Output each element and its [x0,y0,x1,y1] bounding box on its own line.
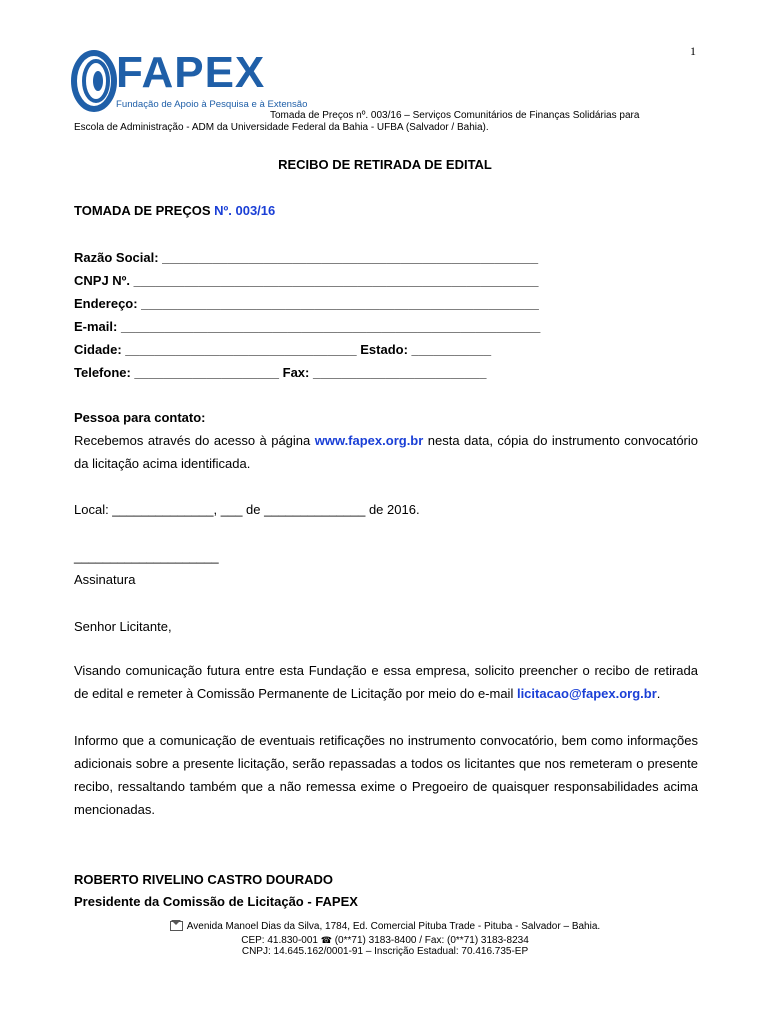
header-line-2: Escola de Administração - ADM da Universidade Federal da Bahia - UFBA (Salvador / Bahia). [74,122,489,133]
logo-wordmark: FAPEX [116,48,266,97]
signature-line: ____________________ [74,549,219,564]
footer-address [0,921,770,933]
phone-icon: ☎ [320,935,332,945]
footer-cep-before: CEP: 41.830-001 [241,935,321,946]
fapex-logo [70,47,308,115]
cidade-estado-field[interactable]: Cidade: ________________________________ Estado: ___________ [74,342,492,357]
greeting: Senhor Licitante, [74,619,172,634]
contact-text-after: nesta data, cópia do instrumento convocatório da licitação acima identificada. [74,433,698,471]
logo-tagline: Fundação de Apoio à Pesquisa e à Extensão [116,99,308,110]
footer-address-text: Avenida Manoel Dias da Silva, 1784, Ed. Comercial Pituba Trade - Pituba - Salvador – Bahia. [186,921,601,932]
razao-social-field[interactable]: Razão Social: ____________________________________________________ [74,250,539,265]
footer-cep-after: (0**71) 3183-8400 / Fax: (0**71) 3183-8234 [331,935,529,946]
contact-text-before: Recebemos através do acesso à página [74,433,315,448]
email-field[interactable]: E-mail: __________________________________________________________ [74,319,541,334]
signer-role: Presidente da Comissão de Licitação - FAPEX [74,894,358,909]
tomada-number: Nº. 003/16 [214,203,276,218]
contact-paragraph [74,429,698,475]
telefone-fax-field[interactable]: Telefone: ____________________ Fax: ________________________ [74,365,487,380]
body-para1-end: . [656,686,661,701]
page-number: 1 [690,44,696,58]
cnpj-field[interactable]: CNPJ Nº. ________________________________________________________ [74,273,539,288]
local-date-line[interactable]: Local: ______________, ___ de ______________ de 2016. [74,502,420,517]
signature-label: Assinatura [74,572,136,587]
signer-name: ROBERTO RIVELINO CASTRO DOURADO [74,872,334,887]
document-title: RECIBO DE RETIRADA DE EDITAL [278,157,492,172]
body-para1-text: Visando comunicação futura entre esta Fundação e essa empresa, solicito preencher o recibo de retirada de edital e remeter à Comissão Permanente de Licitação por meio do e-mail [74,663,698,701]
footer-cnpj: CNPJ: 14.645.162/0001-91 – Inscrição Estadual: 70.416.735-EP [241,946,529,957]
endereco-field[interactable]: Endereço: _______________________________________________________ [74,296,539,311]
tomada-label: TOMADA DE PREÇOS [74,203,215,218]
envelope-icon [170,921,183,931]
contact-label: Pessoa para contato: [74,410,206,425]
licitacao-email-link[interactable]: licitacao@fapex.org.br [516,686,657,701]
header-line-1: Tomada de Preços nº. 003/16 – Serviços Comunitários de Finanças Solidárias para [270,110,640,121]
fapex-website-link[interactable]: www.fapex.org.br [314,433,424,448]
tomada-heading [74,203,275,218]
body-paragraph-2: Informo que a comunicação de eventuais retificações no instrumento convocatório, bem como informações adicionais sobre a presente licitação, serão repassadas a todos os licitantes que nos remeteram o presente recibo, ressaltando também que a não remessa exime o Pregoeiro de quaisquer responsabilidades acima mencionadas. [74,733,698,817]
body-paragraph-1 [74,659,698,705]
logo-swoosh-icon [70,49,118,113]
